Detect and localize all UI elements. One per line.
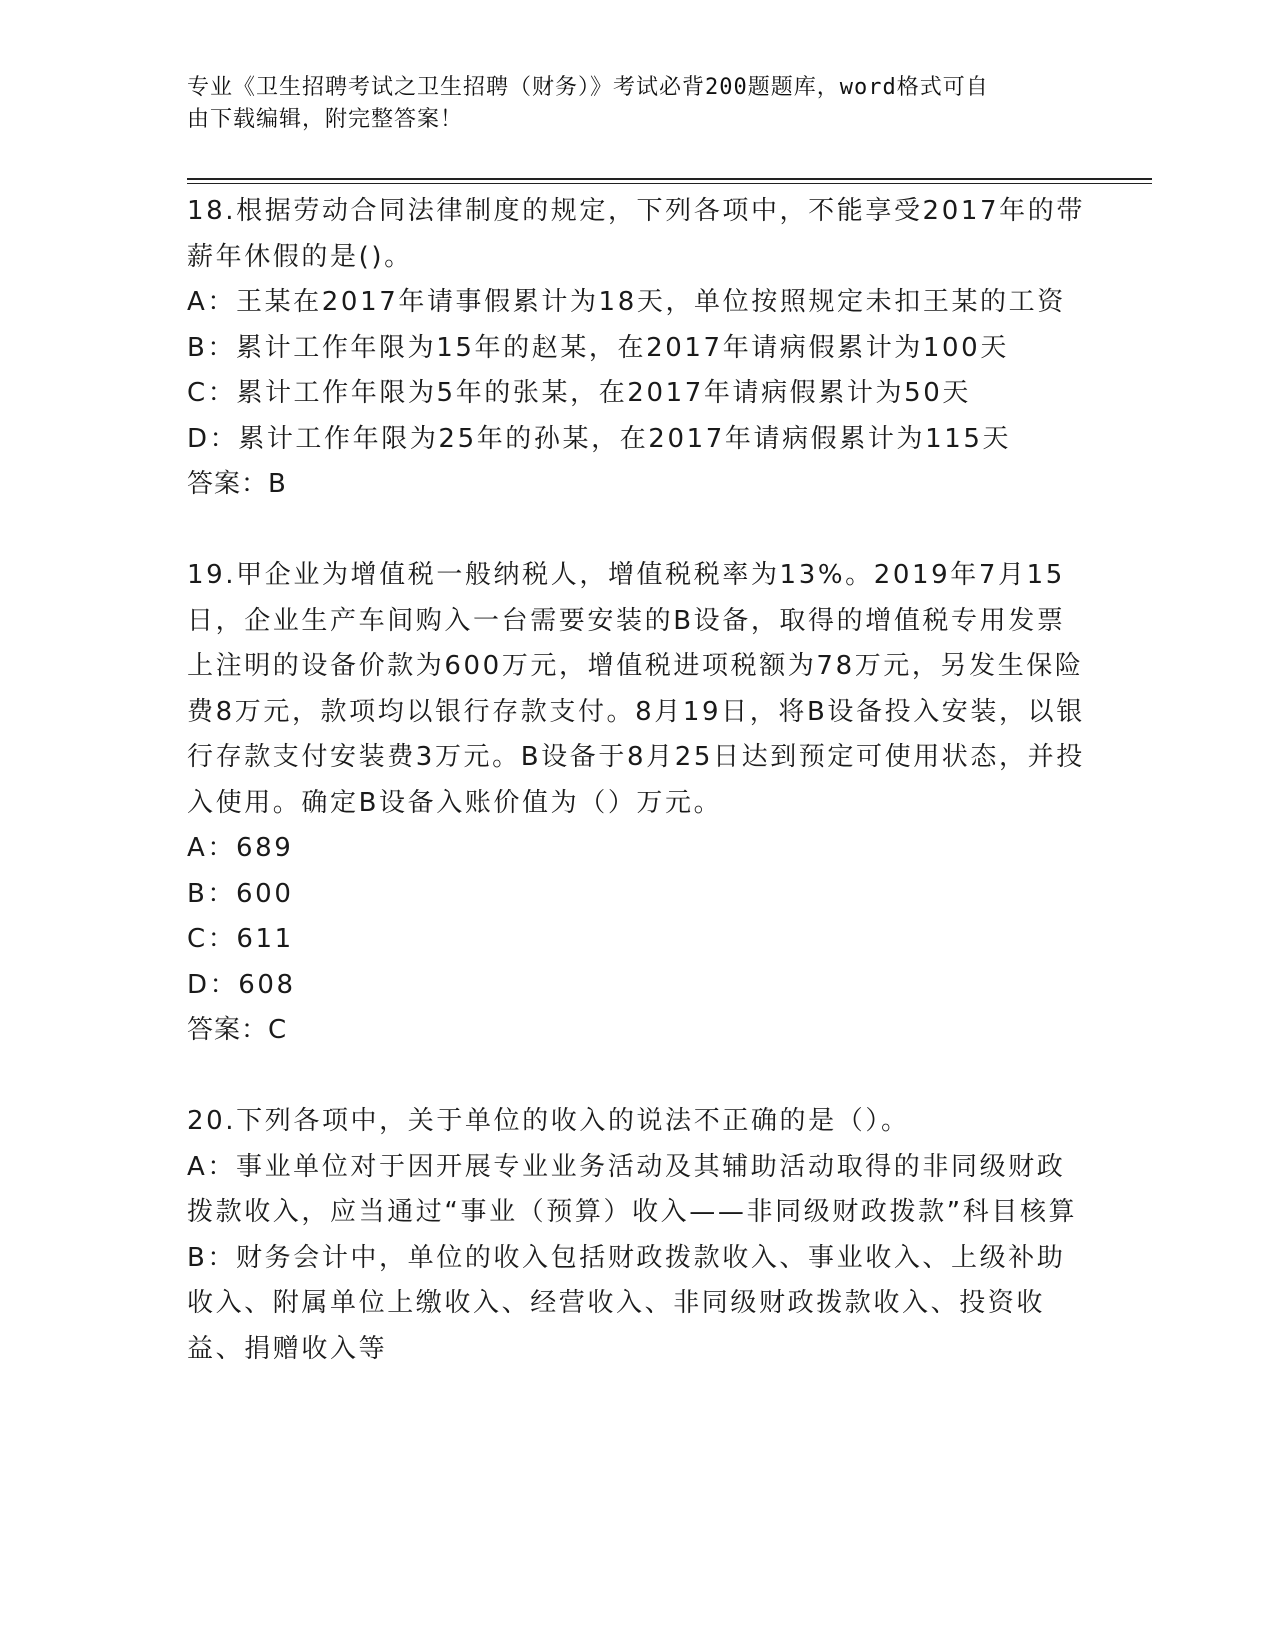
question-stem: 20.下列各项中，关于单位的收入的说法不正确的是（）。 (187, 1106, 910, 1136)
header-line-1: 专业《卫生招聘考试之卫生招聘（财务）》考试必背200题题库，word格式可自 (187, 75, 989, 100)
option-d: D：累计工作年限为25年的孙某，在2017年请病假累计为115天 (187, 423, 1012, 454)
option-b: B：财务会计中，单位的收入包括财政拨款收入、事业收入、上级补助收入、附属单位上缴收入、经营收入、非同级财政拨款收入、投资收益、捐赠收入等 (187, 1242, 1066, 1364)
answer: 答案：B (187, 469, 287, 499)
option-a: A：王某在2017年请事假累计为18天，单位按照规定未扣王某的工资 (187, 287, 1066, 317)
header-divider-thin (187, 183, 1152, 184)
option-a: A：事业单位对于因开展专业业务活动及其辅助活动取得的非同级财政拨款收入，应当通过“事业（预算）收入——非同级财政拨款”科目核算 (187, 1151, 1078, 1227)
question-20 (187, 1099, 1087, 1372)
question-stem: 19.甲企业为增值税一般纳税人，增值税税率为13%。2019年7月15日，企业生产车间购入一台需要安装的B设备，取得的增值税专用发票上注明的设备价款为600万元，增值税进项税额为78万元，另发生保险费8万元，款项均以银行存款支付。8月19日，将B设备投入安装，以银行存款支付安装费3万元。B设备于8月25日达到预定可使用状态，并投入使用。确定B设备入账价值为（）万元。 (187, 560, 1085, 818)
question-list (187, 189, 1087, 1372)
option-b: B：600 (187, 878, 294, 909)
option-d: D：608 (187, 969, 296, 1000)
option-b: B：累计工作年限为15年的赵某，在2017年请病假累计为100天 (187, 332, 1009, 363)
question-19 (187, 553, 1087, 1054)
question-18 (187, 189, 1087, 508)
header-line-2: 由下载编辑，附完整答案！ (187, 107, 464, 132)
option-a: A：689 (187, 833, 294, 863)
question-stem: 18.根据劳动合同法律制度的规定，下列各项中，不能享受2017年的带薪年休假的是()。 (187, 196, 1085, 272)
option-c: C：611 (187, 924, 294, 954)
document-header (187, 72, 1067, 136)
header-divider-thick (187, 178, 1152, 180)
option-c: C：累计工作年限为5年的张某，在2017年请病假累计为50天 (187, 378, 971, 408)
answer: 答案：C (187, 1015, 288, 1045)
question-spacer (187, 508, 1087, 554)
question-spacer (187, 1054, 1087, 1100)
